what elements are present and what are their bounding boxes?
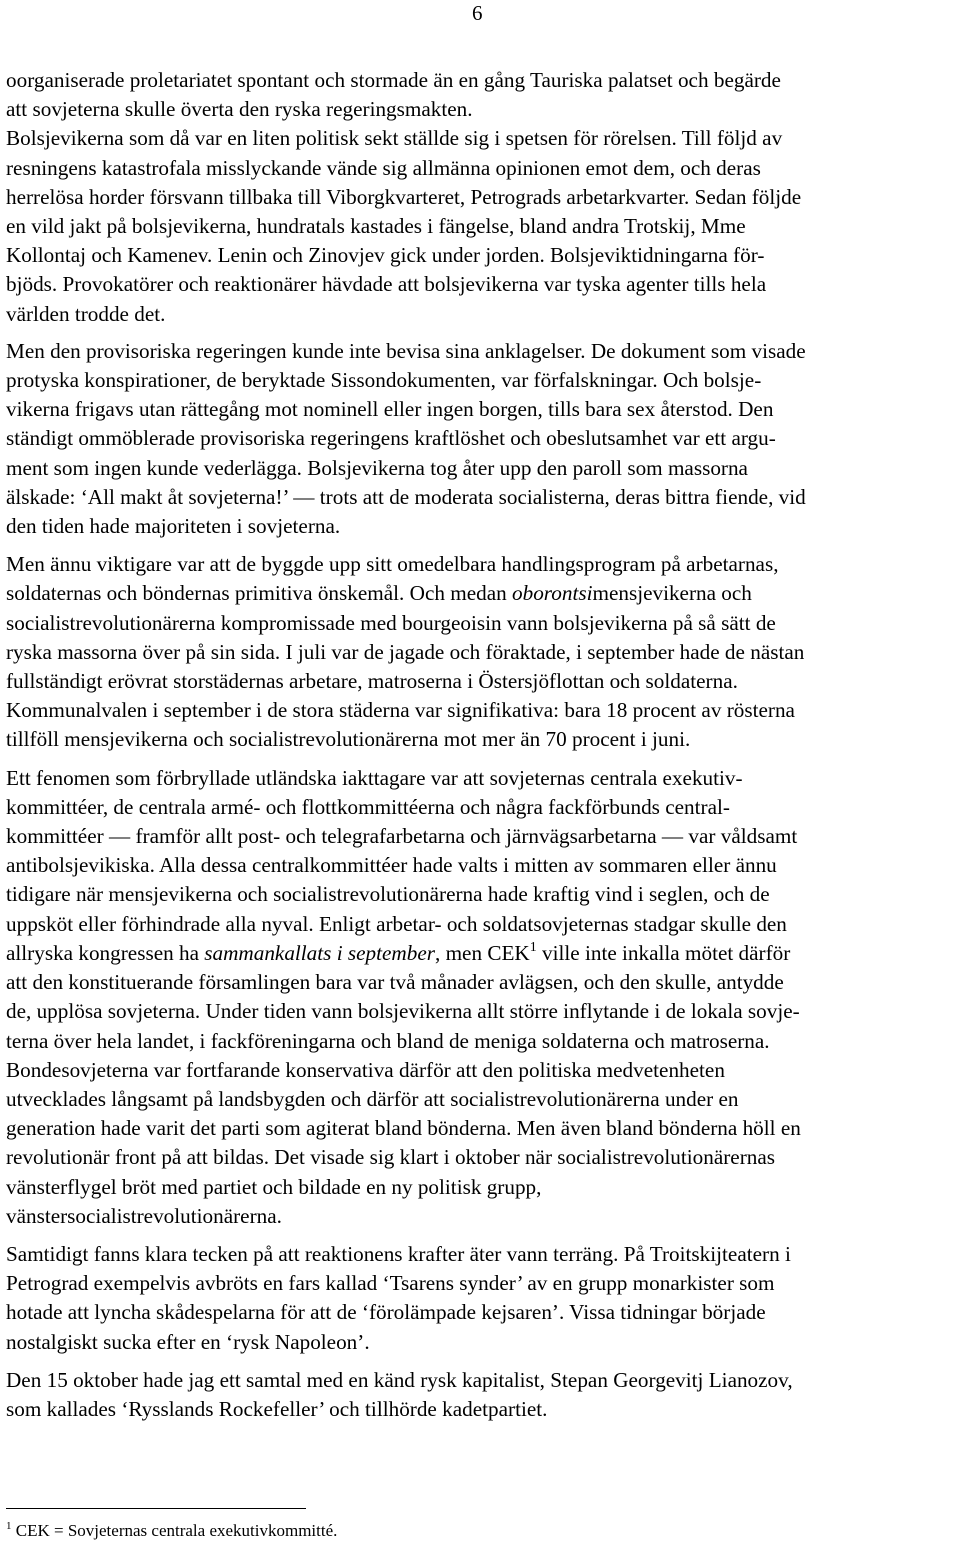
- text-line: att sovjeterna skulle överta den ryska regeringsmakten.: [6, 97, 473, 122]
- page-number: 6: [472, 1, 483, 25]
- text-run: allryska kongressen ha: [6, 940, 205, 965]
- text-line: fullständigt erövrat storstädernas arbetare, matroserna i Östersjöflottan och soldaterna.: [6, 669, 738, 694]
- paragraph: [6, 764, 954, 1231]
- paragraph: [6, 1366, 954, 1424]
- text-line: resningens katastrofala misslyckande vände sig allmänna opinionen emot dem, och deras: [6, 155, 761, 180]
- text-line: en vild jakt på bolsjevikerna, hundratals kastades i fängelse, bland andra Trotskij, Mme: [6, 214, 746, 239]
- text-run: , men CEK: [434, 940, 530, 965]
- text-line: terna över hela landet, i fackföreningarna och bland de meniga soldaterna och matroserna.: [6, 1028, 770, 1053]
- text-line: generation hade varit det parti som agiterat bland bönderna. Men även bland bönderna höll en: [6, 1116, 801, 1141]
- paragraph: [6, 66, 954, 329]
- text-line: herrelösa horder försvann tillbaka till Viborgkvarteret, Petrograds arbetarkvarter. Sedan följde: [6, 184, 802, 209]
- text-line: oorganiserade proletariatet spontant och stormade än en gång Tauriska palatset och begärde: [6, 68, 781, 92]
- text-line: Kollontaj och Kamenev. Lenin och Zinovjev gick under jorden. Bolsjeviktidningarna för-: [6, 243, 765, 268]
- text-line: Bondesovjeterna var fortfarande konservativa därför att den politiska medvetenheten: [6, 1057, 725, 1082]
- footnote-marker: 1: [6, 1520, 12, 1532]
- text-line: de, upplösa sovjeterna. Under tiden vann bolsjevikerna allt större inflytande i de lokala sovje-: [6, 999, 800, 1024]
- text-line: som kallades ‘Rysslands Rockefeller’ och tillhörde kadetpartiet.: [6, 1396, 548, 1421]
- text-line: utvecklades långsamt på landsbygden och därför att socialistrevolutionärerna under en: [6, 1086, 739, 1111]
- text-line: ryska massorna över på sin sida. I juli var de jagade och föraktade, i september hade de nästan: [6, 639, 805, 664]
- italic-phrase: sammankallats i september: [204, 940, 435, 965]
- text-line: att den konstituerande församlingen bara var två månader avlägsen, och den skulle, antydde: [6, 970, 784, 995]
- text-line: ständigt ommöblerade provisoriska regeringens kraftlöshet och obeslutsamhet var ett argu-: [6, 426, 776, 451]
- text-line: socialistrevolutionärerna kompromissade med bourgeoisin vann bolsjevikerna på så sätt de: [6, 610, 776, 635]
- text-line: världen trodde det.: [6, 301, 166, 326]
- text-line: Bolsjevikerna som då var en liten politisk sekt ställde sig i spetsen för rörelsen. Till följd av: [6, 126, 783, 151]
- footnote-reference[interactable]: 1: [529, 939, 537, 955]
- text-line: älskade: ‘All makt åt sovjeterna!’ — trots att de moderata socialisterna, deras bittra fiende, vid: [6, 484, 806, 509]
- footnote-text: CEK = Sovjeternas centrala exekutivkommitté.: [11, 1521, 338, 1540]
- paragraph: [6, 550, 954, 754]
- text-line: den tiden hade majoriteten i sovjeterna.: [6, 514, 341, 539]
- text-line: antibolsjevikiska. Alla dessa centralkommittéer hade valts i mitten av sommaren eller ännu: [6, 853, 777, 878]
- text-line: vänsterflygel bröt med partiet och bildade en ny politisk grupp,: [6, 1174, 542, 1199]
- text-line: Men den provisoriska regeringen kunde inte bevisa sina anklagelser. De dokument som visade: [6, 338, 806, 363]
- text-line: vikerna frigavs utan rättegång mot nominell eller ingen borgen, tills bara sex återstod. Den: [6, 397, 774, 422]
- italic-term: oborontsi: [512, 581, 593, 606]
- text-run: ville inte inkalla mötet därför: [536, 940, 791, 965]
- text-line: kommittéer, de centrala armé- och flottkommittéerna och några fackförbunds central-: [6, 794, 730, 819]
- document-body: [6, 66, 954, 1433]
- text-line: Men ännu viktigare var att de byggde upp sitt omedelbara handlingsprogram på arbetarnas,: [6, 552, 779, 577]
- text-line: uppsköt eller förhindrade alla nyval. Enligt arbetar- och soldatsovjeternas stadgar skulle den: [6, 911, 787, 936]
- text-line: ment som ingen kunde vederlägga. Bolsjevikerna tog åter upp den paroll som massorna: [6, 455, 748, 480]
- paragraph: [6, 1240, 954, 1357]
- text-line: [6, 939, 954, 968]
- text-line: bjöds. Provokatörer och reaktionärer hävdade att bolsjevikerna var tyska agenter tills hela: [6, 272, 767, 297]
- footnote: [6, 1520, 337, 1542]
- text-run: soldaternas och böndernas primitiva önskemål. Och medan: [6, 581, 513, 606]
- text-run: mensjevikerna och: [592, 581, 752, 606]
- footnote-separator: [6, 1508, 306, 1509]
- text-line: nostalgiskt sucka efter en ‘rysk Napoleon’.: [6, 1329, 370, 1354]
- paragraph: [6, 337, 954, 541]
- text-line: Kommunalvalen i september i de stora städerna var signifikativa: bara 18 procent av rösterna: [6, 698, 795, 723]
- text-line: Ett fenomen som förbryllade utländska iakttagare var att sovjeternas centrala exekutiv-: [6, 765, 743, 790]
- text-line: Petrograd exempelvis avbröts en fars kallad ‘Tsarens synder’ av en grupp monarkister som: [6, 1271, 775, 1296]
- text-line: tillföll mensjevikerna och socialistrevolutionärerna mot mer än 70 procent i juni.: [6, 727, 691, 752]
- text-line: tidigare när mensjevikerna och socialistrevolutionärerna hade kraftig vind i seglen, och de: [6, 882, 770, 907]
- text-line: [6, 579, 954, 608]
- text-line: kommittéer — framför allt post- och telegrafarbetarna och järnvägsarbetarna — var våldsamt: [6, 824, 798, 849]
- text-line: hotade att lyncha skådespelarna för att de ‘förolämpade kejsaren’. Vissa tidningar började: [6, 1300, 766, 1325]
- text-line: revolutionär front på att bildas. Det visade sig klart i oktober när socialistrevolutionärernas: [6, 1145, 775, 1170]
- text-line: Den 15 oktober hade jag ett samtal med en känd rysk kapitalist, Stepan Georgevitj Lianozov,: [6, 1367, 793, 1392]
- text-line: Samtidigt fanns klara tecken på att reaktionens krafter äter vann terräng. På Troitskijteatern i: [6, 1241, 791, 1266]
- text-line: vänstersocialistrevolutionärerna.: [6, 1203, 282, 1228]
- text-line: protyska konspirationer, de beryktade Sissondokumenten, var förfalskningar. Och bolsje-: [6, 368, 762, 393]
